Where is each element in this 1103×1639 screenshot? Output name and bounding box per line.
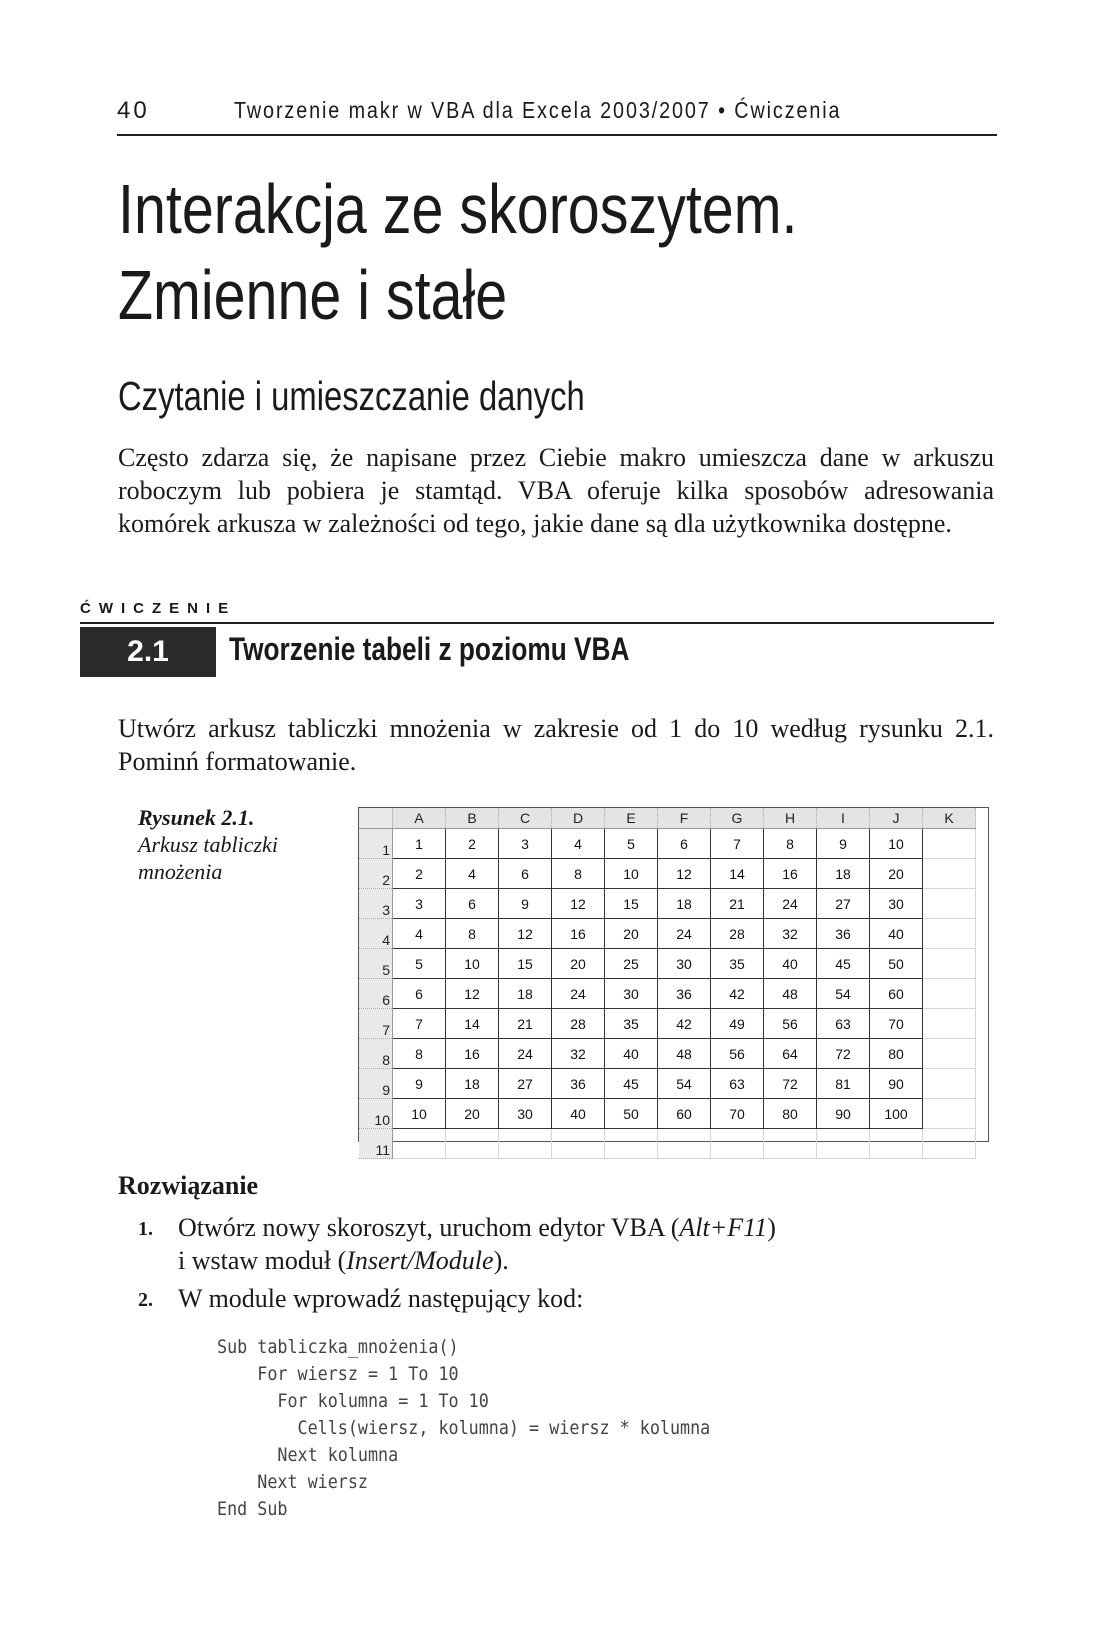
figure-caption-number: Rysunek 2.1. <box>138 805 255 830</box>
table-row <box>359 919 976 949</box>
table-cell: 15 <box>605 889 658 919</box>
section-heading: Czytanie i umieszczanie danych <box>118 373 585 419</box>
column-header: F <box>658 808 711 829</box>
step-1-text-line2 <box>178 1244 509 1277</box>
step-1-text-a: Otwórz nowy skoroszyt, uruchom edytor VBA ( <box>178 1213 680 1242</box>
table-cell: 81 <box>817 1069 870 1099</box>
table-cell: 80 <box>764 1099 817 1129</box>
column-header: J <box>870 808 923 829</box>
table-cell: 50 <box>870 949 923 979</box>
table-cell: 16 <box>764 859 817 889</box>
chapter-title-line2: Zmienne i stałe <box>118 256 508 334</box>
empty-cell <box>923 829 976 859</box>
step-1-text <box>178 1211 776 1244</box>
empty-cell <box>923 1129 976 1159</box>
table-cell: 1 <box>393 829 446 859</box>
table-cell: 14 <box>711 859 764 889</box>
row-header: 8 <box>359 1039 393 1069</box>
table-cell: 40 <box>552 1099 605 1129</box>
table-cell: 18 <box>817 859 870 889</box>
table-cell: 63 <box>711 1069 764 1099</box>
table-cell: 32 <box>552 1039 605 1069</box>
running-title: Tworzenie makr w VBA dla Excela 2003/2007 • Ćwiczenia <box>234 97 842 123</box>
table-cell: 3 <box>393 889 446 919</box>
empty-cell <box>923 1069 976 1099</box>
table-cell: 7 <box>711 829 764 859</box>
table-cell: 21 <box>711 889 764 919</box>
page-number: 40 <box>117 97 150 124</box>
column-header: I <box>817 808 870 829</box>
table-cell: 27 <box>499 1069 552 1099</box>
empty-cell <box>923 1009 976 1039</box>
table-row <box>359 829 976 859</box>
table-cell: 14 <box>446 1009 499 1039</box>
table-cell: 27 <box>817 889 870 919</box>
table-cell: 72 <box>764 1069 817 1099</box>
row-header: 2 <box>359 859 393 889</box>
step-1-number: 1. <box>138 1218 153 1240</box>
table-cell: 16 <box>446 1039 499 1069</box>
table-cell: 36 <box>552 1069 605 1099</box>
chapter-title <box>118 166 797 338</box>
row-header: 7 <box>359 1009 393 1039</box>
step-2-text: W module wprowadź następujący kod: <box>178 1284 584 1313</box>
empty-cell <box>711 1129 764 1159</box>
table-cell: 24 <box>658 919 711 949</box>
table-cell: 45 <box>817 949 870 979</box>
table-cell: 49 <box>711 1009 764 1039</box>
table-cell: 70 <box>711 1099 764 1129</box>
table-cell: 72 <box>817 1039 870 1069</box>
table-cell: 40 <box>764 949 817 979</box>
table-cell: 64 <box>764 1039 817 1069</box>
table-cell: 24 <box>764 889 817 919</box>
table-cell: 4 <box>446 859 499 889</box>
empty-cell <box>446 1129 499 1159</box>
table-cell: 18 <box>658 889 711 919</box>
header-rule <box>117 134 997 136</box>
row-header: 3 <box>359 889 393 919</box>
column-header: D <box>552 808 605 829</box>
table-row <box>359 859 976 889</box>
table-cell: 24 <box>552 979 605 1009</box>
table-cell: 48 <box>764 979 817 1009</box>
table-row <box>359 1069 976 1099</box>
table-cell: 28 <box>552 1009 605 1039</box>
table-cell: 8 <box>393 1039 446 1069</box>
table-row <box>359 1039 976 1069</box>
row-header: 1 <box>359 829 393 859</box>
figure-caption <box>138 804 338 885</box>
table-cell: 54 <box>817 979 870 1009</box>
row-header: 9 <box>359 1069 393 1099</box>
table-cell: 24 <box>499 1039 552 1069</box>
menu-path: Insert/Module <box>346 1246 494 1275</box>
column-header: A <box>393 808 446 829</box>
solution-heading: Rozwiązanie <box>118 1171 259 1200</box>
table-cell: 32 <box>764 919 817 949</box>
table-cell: 4 <box>552 829 605 859</box>
table-cell: 90 <box>870 1069 923 1099</box>
row-header: 6 <box>359 979 393 1009</box>
empty-cell <box>923 919 976 949</box>
table-cell: 2 <box>446 829 499 859</box>
table-cell: 12 <box>499 919 552 949</box>
table-cell: 48 <box>658 1039 711 1069</box>
table-cell: 28 <box>711 919 764 949</box>
table-cell: 9 <box>393 1069 446 1099</box>
table-cell: 12 <box>658 859 711 889</box>
table-row <box>359 1129 976 1159</box>
table-cell: 50 <box>605 1099 658 1129</box>
table-cell: 20 <box>446 1099 499 1129</box>
table-cell: 40 <box>870 919 923 949</box>
table-cell: 9 <box>499 889 552 919</box>
table-cell: 10 <box>393 1099 446 1129</box>
table-cell: 36 <box>817 919 870 949</box>
column-header: B <box>446 808 499 829</box>
table-cell: 16 <box>552 919 605 949</box>
table-cell: 40 <box>605 1039 658 1069</box>
empty-cell <box>658 1129 711 1159</box>
spreadsheet-grid <box>359 808 976 1159</box>
table-cell: 8 <box>446 919 499 949</box>
empty-cell <box>870 1129 923 1159</box>
table-cell: 18 <box>446 1069 499 1099</box>
table-cell: 100 <box>870 1099 923 1129</box>
empty-cell <box>393 1129 446 1159</box>
row-header: 5 <box>359 949 393 979</box>
table-cell: 8 <box>552 859 605 889</box>
table-cell: 6 <box>393 979 446 1009</box>
table-cell: 25 <box>605 949 658 979</box>
table-cell: 12 <box>552 889 605 919</box>
vba-code-block: Sub tabliczka_mnożenia() For wiersz = 1 To 10 For kolumna = 1 To 10 Cells(wiersz, kolumna) = wiersz * kolumna Next kolumna Next wiersz End Sub <box>217 1336 711 1520</box>
table-cell: 10 <box>870 829 923 859</box>
table-row <box>359 1009 976 1039</box>
table-cell: 2 <box>393 859 446 889</box>
table-cell: 5 <box>393 949 446 979</box>
table-cell: 35 <box>711 949 764 979</box>
step-1-line2-b: ). <box>493 1246 509 1275</box>
column-header: C <box>499 808 552 829</box>
exercise-number-badge: 2.1 <box>80 627 216 677</box>
step-1-text-b: ) <box>767 1213 776 1242</box>
empty-cell <box>923 949 976 979</box>
empty-cell <box>552 1129 605 1159</box>
column-header: E <box>605 808 658 829</box>
table-cell: 20 <box>605 919 658 949</box>
table-row <box>359 979 976 1009</box>
table-cell: 30 <box>499 1099 552 1129</box>
table-cell: 54 <box>658 1069 711 1099</box>
table-cell: 21 <box>499 1009 552 1039</box>
table-cell: 9 <box>817 829 870 859</box>
table-cell: 42 <box>658 1009 711 1039</box>
table-cell: 70 <box>870 1009 923 1039</box>
table-cell: 3 <box>499 829 552 859</box>
column-header: G <box>711 808 764 829</box>
table-cell: 6 <box>499 859 552 889</box>
table-cell: 35 <box>605 1009 658 1039</box>
step-2-number: 2. <box>138 1289 153 1311</box>
table-cell: 5 <box>605 829 658 859</box>
row-header: 11 <box>359 1129 393 1159</box>
table-cell: 20 <box>870 859 923 889</box>
table-cell: 30 <box>605 979 658 1009</box>
table-cell: 20 <box>552 949 605 979</box>
figure-caption-text: Arkusz tabliczki mnożenia <box>138 832 278 884</box>
column-header: H <box>764 808 817 829</box>
table-cell: 36 <box>658 979 711 1009</box>
exercise-task: Utwórz arkusz tabliczki mnożenia w zakresie od 1 do 10 według rysunku 2.1. Pominń formatowanie. <box>118 714 994 776</box>
table-cell: 10 <box>605 859 658 889</box>
empty-cell <box>817 1129 870 1159</box>
empty-cell <box>764 1129 817 1159</box>
table-cell: 42 <box>711 979 764 1009</box>
table-cell: 56 <box>764 1009 817 1039</box>
table-cell: 60 <box>870 979 923 1009</box>
empty-cell <box>499 1129 552 1159</box>
table-cell: 15 <box>499 949 552 979</box>
intro-paragraph: Często zdarza się, że napisane przez Ciebie makro umieszcza dane w arkuszu roboczym lub pobiera je stamtąd. VBA oferuje kilka sposobów adresowania komórek arkusza w zależności od tego, jakie dane są dla użytkownika dostępne. <box>118 443 994 538</box>
table-cell: 45 <box>605 1069 658 1099</box>
table-cell: 30 <box>870 889 923 919</box>
table-row <box>359 949 976 979</box>
table-cell: 6 <box>658 829 711 859</box>
table-cell: 90 <box>817 1099 870 1129</box>
table-cell: 7 <box>393 1009 446 1039</box>
empty-cell <box>923 889 976 919</box>
exercise-title: Tworzenie tabeli z poziomu VBA <box>229 631 630 667</box>
table-row <box>359 1099 976 1129</box>
table-cell: 30 <box>658 949 711 979</box>
table-cell: 8 <box>764 829 817 859</box>
table-row <box>359 889 976 919</box>
exercise-rule <box>80 622 994 624</box>
empty-cell <box>923 1099 976 1129</box>
select-all-corner <box>359 808 393 829</box>
column-header: K <box>923 808 976 829</box>
row-header: 10 <box>359 1099 393 1129</box>
table-cell: 80 <box>870 1039 923 1069</box>
chapter-title-line1: Interakcja ze skoroszytem. <box>118 170 798 248</box>
empty-cell <box>923 859 976 889</box>
step-1-line2-a: i wstaw moduł ( <box>178 1246 347 1275</box>
table-cell: 6 <box>446 889 499 919</box>
exercise-label: ĆWICZENIE <box>80 600 237 617</box>
empty-cell <box>923 1039 976 1069</box>
spreadsheet-figure <box>358 807 989 1158</box>
empty-cell <box>923 979 976 1009</box>
table-cell: 12 <box>446 979 499 1009</box>
table-cell: 18 <box>499 979 552 1009</box>
table-cell: 63 <box>817 1009 870 1039</box>
table-cell: 56 <box>711 1039 764 1069</box>
empty-cell <box>605 1129 658 1159</box>
table-cell: 60 <box>658 1099 711 1129</box>
keyboard-shortcut: Alt+F11 <box>679 1213 768 1242</box>
table-cell: 4 <box>393 919 446 949</box>
row-header: 4 <box>359 919 393 949</box>
table-cell: 10 <box>446 949 499 979</box>
